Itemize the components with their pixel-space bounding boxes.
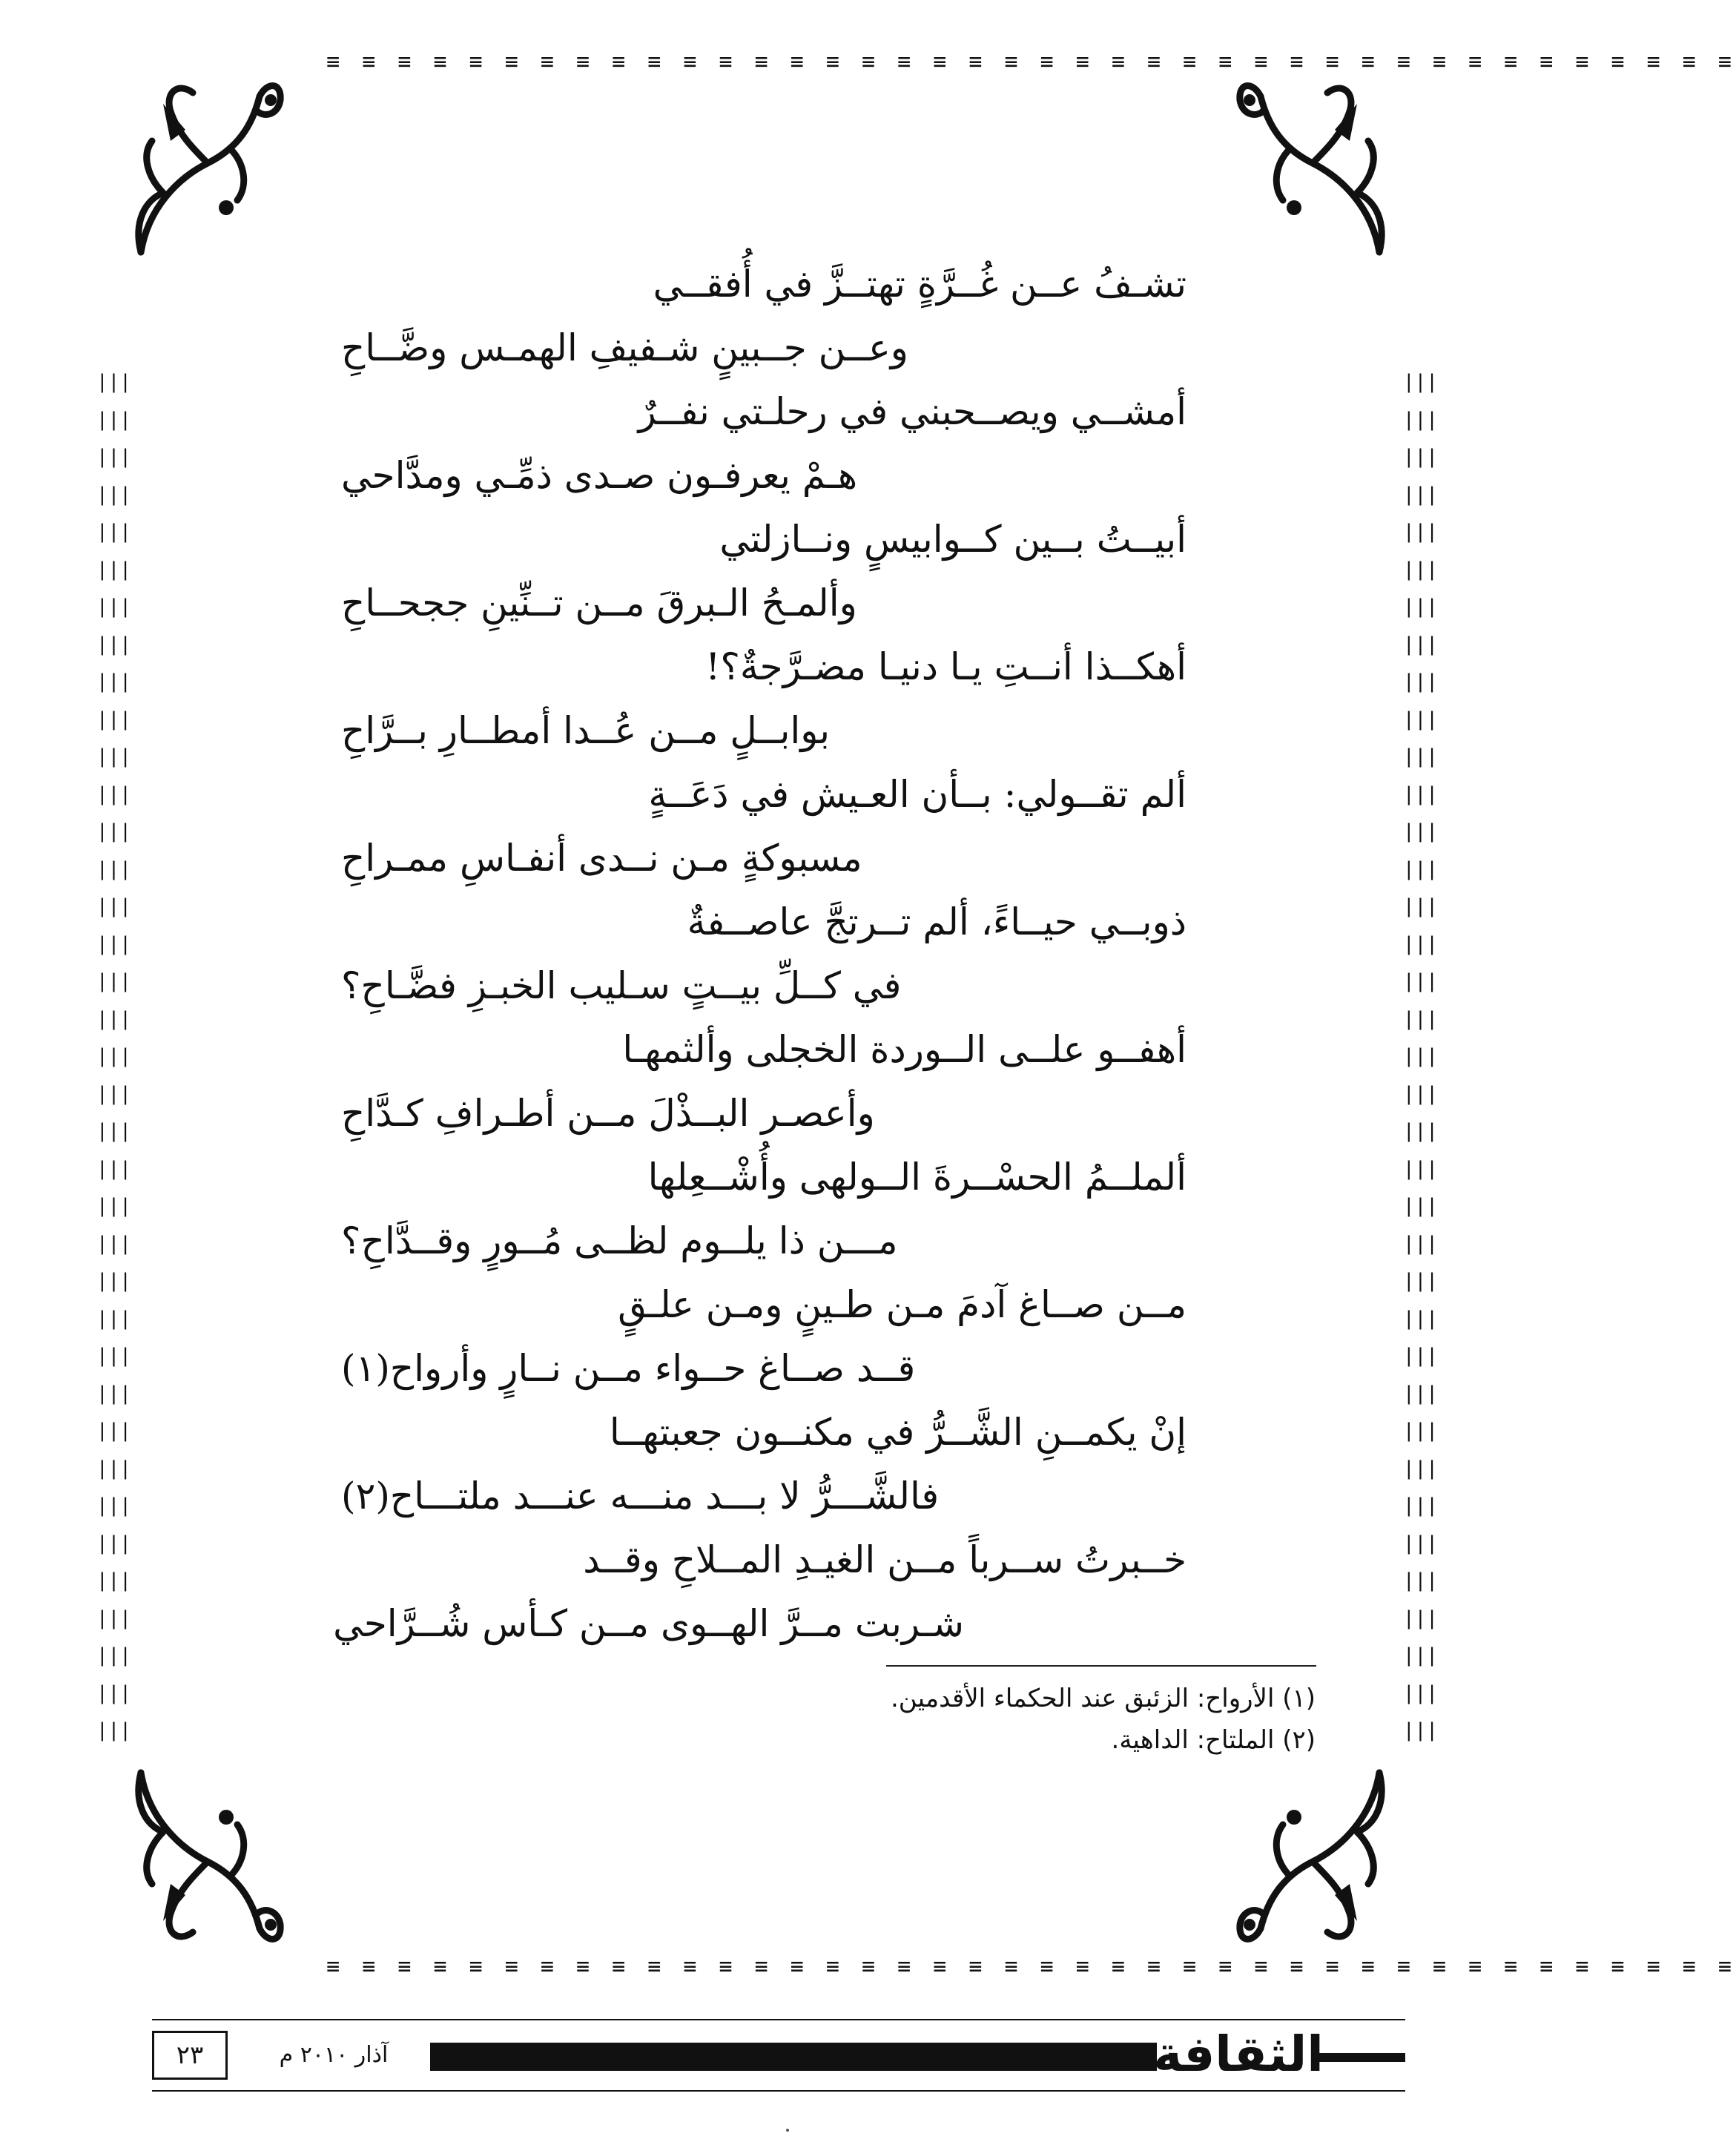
verse-2-first-hemistich: أمشــي ويصــحبني في رحلـتي نفــرٌ [638,390,1187,433]
verse-5-second-text: مسبوكةٍ مـن نــدى أنفـاسِ ممـراحِ [341,837,862,880]
verse-9-second-hemistich [341,1337,1187,1400]
bottom-right-ornament-icon [1231,1765,1402,1966]
verse-8-second-hemistich [341,1209,1187,1273]
verse-4-second-hemistich [341,699,1187,762]
footnote-1: (١) الأرواح: الزئبق عند الحكماء الأقدمين. [890,1684,1316,1713]
top-dashed-border: ≡ ≡ ≡ ≡ ≡ ≡ ≡ ≡ ≡ ≡ ≡ ≡ ≡ ≡ ≡ ≡ ≡ ≡ ≡ ≡ ≡ ≡ ≡ ≡ ≡ ≡ ≡ ≡ ≡ ≡ ≡ ≡ ≡ ≡ ≡ ≡ ≡ ≡ ≡ ≡ [326,49,1736,75]
left-dashed-border: ||| ||| ||| ||| ||| ||| ||| ||| ||| ||| ||| ||| ||| ||| ||| ||| ||| ||| ||| ||| ||| ||| ||| ||| ||| ||| ||| ||| ||| ||| ||| ||| ||| ||| ||| ||| ||| [96,371,131,1742]
verse-7-second-text: وأعصـر البــذْلَ مــن أطـرافِ كـدَّاحِ [341,1092,875,1135]
verse-10-second-text: فالشَّـــرُّ لا بـــد منـــه عنـــد ملتـــاح(٢) [341,1475,940,1518]
verse-6-second-hemistich [341,954,1187,1018]
footer-bottom-rule [152,2090,1405,2092]
verse-5-first-hemistich: ألم تقــولي: بــأن العـيش في دَعَــةٍ [648,773,1187,816]
poem [333,252,1187,1655]
verse-10-second-hemistich [341,1464,1187,1528]
verse-5-second-hemistich [341,826,1187,890]
verse-2-second-hemistich [341,444,1187,507]
page-number: ٢٣ [152,2031,228,2080]
bottom-dashed-border: ≡ ≡ ≡ ≡ ≡ ≡ ≡ ≡ ≡ ≡ ≡ ≡ ≡ ≡ ≡ ≡ ≡ ≡ ≡ ≡ ≡ ≡ ≡ ≡ ≡ ≡ ≡ ≡ ≡ ≡ ≡ ≡ ≡ ≡ ≡ ≡ ≡ ≡ ≡ ≡ [326,1954,1736,1980]
top-left-ornament-icon [119,59,289,260]
verse-3-first-hemistich: أبيــتُ بــين كــوابيسٍ ونــازلتي [719,518,1187,561]
verse-11-second-text: شـربت مــرَّ الهــوى مــن كـأس شُــرَّاحي [333,1602,964,1645]
magazine-logo: الثقافة [1153,2026,1324,2083]
footnote-2: (٢) الملتاح: الداهية. [1111,1725,1316,1755]
verse-3-second-text: وألمـحُ الـبرقَ مــن تــنِّينِ ججحــاحِ [341,581,857,625]
bottom-left-ornament-icon [119,1765,289,1966]
verse-3-second-hemistich [341,571,1187,635]
verse-9-second-text: قــد صــاغ حــواء مــن نــارٍ وأرواح(١) [341,1347,916,1390]
verse-8-second-text: مـــن ذا يلــوم لظــى مُــورٍ وقــدَّاحِ؟ [341,1219,898,1262]
footer-top-rule [152,2019,1405,2020]
verse-1-second-hemistich [341,316,1187,380]
scan-speck [786,2129,789,2132]
verse-8-first-hemistich: ألملــمُ الحسْــرةَ الــولهى وأُشْــعِلها [647,1156,1187,1199]
verse-1-second-text: وعــن جــبينٍ شـفيفِ الهمـس وضَّــاحِ [341,326,908,369]
verse-2-second-text: هـمْ يعرفـون صـدى ذمِّـي ومدَّاحي [341,454,858,497]
verse-6-second-text: في كــلِّ بيــتٍ سـليب الخبـزِ فضَّـاحِ؟ [341,964,902,1007]
footnotes [648,1678,1316,1761]
verse-7-first-hemistich: أهفــو علــى الــوردة الخجلى وألثمهـا [622,1028,1187,1071]
verse-11-first-hemistich: خــبرتُ ســرباً مــن الغيـدِ المــلاحِ وقــد [583,1538,1187,1581]
issue-date: آذار ٢٠١٠ م [279,2042,389,2068]
verse-4-second-text: بوابــلٍ مــن عُــدا أمطــارِ بــرَّاحِ [341,709,831,752]
verse-11-second-hemistich [333,1592,1187,1655]
verse-9-first-hemistich: مــن صــاغ آدمَ مـن طـينٍ ومـن علـقٍ [618,1283,1187,1326]
footnote-divider [886,1665,1316,1667]
verse-10-first-hemistich: إنْ يكمــنِ الشَّــرُّ في مكنــون جعبتهــا [609,1411,1187,1454]
footer-logo-bar [1316,2053,1405,2062]
footer-black-band [430,2043,1157,2071]
top-right-ornament-icon [1231,59,1402,260]
verse-1-first-hemistich: تشـفُ عــن غُــرَّةٍ تهتــزَّ في أُفقــي [653,263,1187,306]
verse-6-first-hemistich: ذوبــي حيــاءً، ألم تــرتجَّ عاصــفةٌ [687,900,1187,943]
verse-7-second-hemistich [341,1081,1187,1145]
right-dashed-border: ||| ||| ||| ||| ||| ||| ||| ||| ||| ||| ||| ||| ||| ||| ||| ||| ||| ||| ||| ||| ||| ||| ||| ||| ||| ||| ||| ||| ||| ||| ||| ||| ||| ||| ||| ||| ||| [1403,371,1438,1742]
verse-4-first-hemistich: أهكــذا أنــتِ يـا دنيـا مضـرَّجةٌ؟! [705,645,1187,688]
